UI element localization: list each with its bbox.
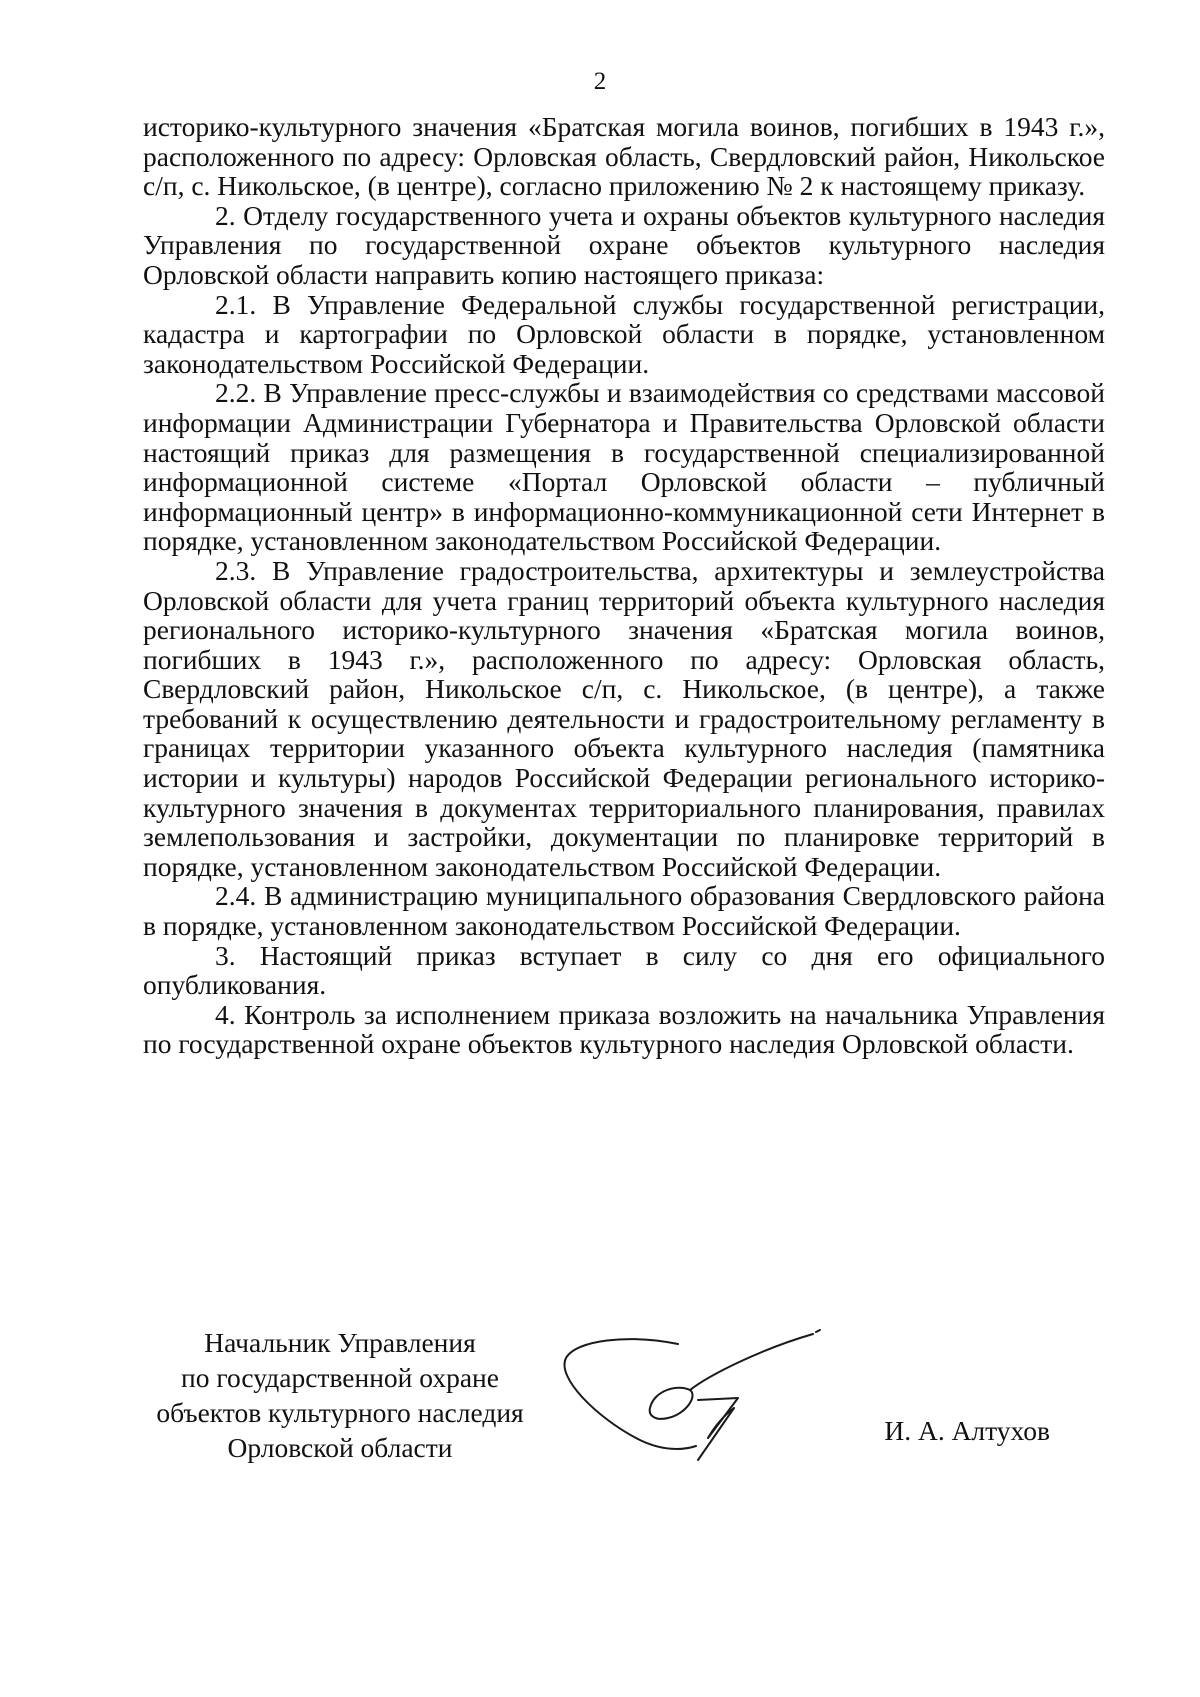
- paragraph-item-4: 4. Контроль за исполнением приказа возложить на начальника Управления по государственной охране объектов культурного наследия Орловской области.: [143, 998, 1105, 1060]
- handwritten-signature: [558, 1328, 848, 1478]
- signer-position-line: Орловской области: [227, 1432, 453, 1463]
- signer-position-line: объектов культурного наследия: [156, 1397, 524, 1428]
- signer-name: И. А. Алтухов: [884, 1415, 1050, 1446]
- paragraph-item-2: 2. Отделу государственного учета и охраны объектов культурного наследия Управления по государственной охране объектов культурного наследия Орловской области направить копию настоящего приказа:: [143, 199, 1105, 290]
- page-number: 2: [593, 68, 607, 95]
- paragraph-continuation: историко-культурного значения «Братская могила воинов, погибших в 1943 г.», расположенного по адресу: Орловская область, Свердловский район, Никольское с/п, с. Никольское, (в центре), согласно приложению № 2 к настоящему приказу.: [143, 111, 1105, 202]
- paragraph-item-2-1: 2.1. В Управление Федеральной службы государственной регистрации, кадастра и картографии по Орловской области в порядке, установленном законодательством Российской Федерации.: [143, 288, 1105, 379]
- signer-position-line: Начальник Управления: [204, 1327, 476, 1358]
- paragraph-item-2-2: 2.2. В Управление пресс-службы и взаимодействия со средствами массовой информации Администрации Губернатора и Правительства Орловской области настоящий приказ для размещения в государственной специализированной информационной системе «Портал Орловской области – публичный информационный центр» в информационно-коммуникационной сети Интернет в порядке, установленном законодательством Российской Федерации.: [143, 377, 1105, 557]
- document-body: [143, 112, 1105, 1059]
- paragraph-item-2-4: 2.4. В администрацию муниципального образования Свердловского района в порядке, установленном законодательством Российской Федерации.: [143, 880, 1105, 942]
- signer-position-line: по государственной охране: [181, 1362, 499, 1393]
- paragraph-item-2-3: 2.3. В Управление градостроительства, архитектуры и землеустройства Орловской области для учета границ территорий объекта культурного наследия регионального историко-культурного значения «Братская могила воинов, погибших в 1943 г.», расположенного по адресу: Орловская область, Свердловский район, Никольское с/п, с. Никольское, (в центре), а также требований к осуществлению деятельности и градостроительному регламенту в границах территории указанного объекта культурного наследия (памятника истории и культуры) народов Российской Федерации регионального историко-культурного значения в документах территориального планирования, правилах землепользования и застройки, документации по планировке территорий в порядке, установленном законодательством Российской Федерации.: [143, 554, 1105, 882]
- paragraph-item-3: 3. Настоящий приказ вступает в силу со дня его официального опубликования.: [143, 939, 1105, 1001]
- signer-position: [140, 1325, 540, 1465]
